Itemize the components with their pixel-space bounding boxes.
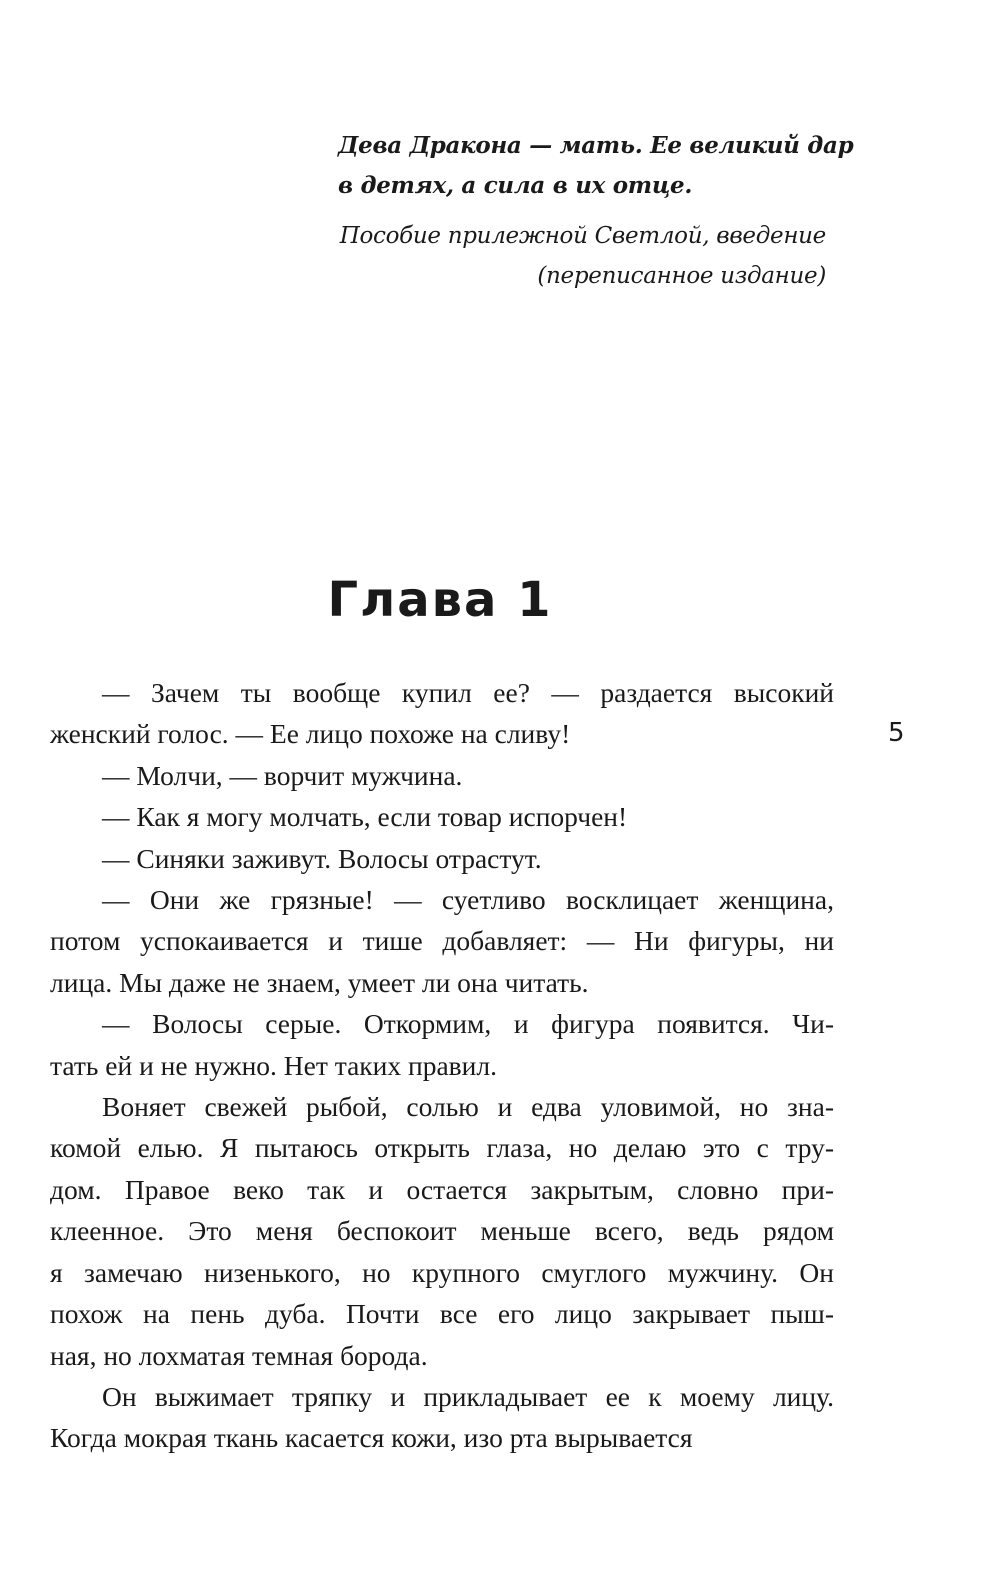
text-line: — Как я могу молчать, если товар испорчен! bbox=[102, 801, 628, 833]
epigraph-quote bbox=[338, 126, 854, 206]
epigraph-source-line: Пособие прилежной Светлой, введение bbox=[339, 223, 826, 249]
epigraph-quote-line: Дева Дракона — мать. Ее великий дар bbox=[338, 132, 854, 159]
text-line: — Синяки заживут. Волосы отрастут. bbox=[102, 842, 542, 874]
paragraph bbox=[50, 796, 834, 837]
paragraph bbox=[50, 672, 834, 755]
text-line: Воняет свежей рыбой, солью и едва уловимой, но зна- bbox=[102, 1091, 834, 1123]
text-line: потом успокаивается и тише добавляет: — Ни фигуры, ни bbox=[50, 925, 834, 957]
paragraph bbox=[50, 755, 834, 796]
epigraph-quote-line: в детях, а сила в их отце. bbox=[338, 172, 693, 199]
paragraph bbox=[50, 879, 834, 1003]
text-line: лица. Мы даже не знаем, умеет ли она читать. bbox=[50, 966, 589, 998]
text-line: женский голос. — Ее лицо похоже на сливу! bbox=[50, 718, 571, 750]
text-line: дом. Правое веко так и остается закрытым, словно при- bbox=[50, 1173, 834, 1205]
chapter-title: Глава 1 bbox=[327, 572, 553, 628]
text-line: Он выжимает тряпку и прикладывает ее к моему лицу. bbox=[102, 1380, 834, 1412]
page-number: 5 bbox=[888, 718, 905, 748]
paragraph bbox=[50, 1376, 834, 1459]
text-line: похож на пень дуба. Почти все его лицо закрывает пыш- bbox=[50, 1298, 834, 1330]
epigraph-source-line: (переписанное издание) bbox=[537, 263, 826, 289]
paragraph bbox=[50, 1086, 834, 1376]
epigraph bbox=[338, 126, 854, 296]
text-line: — Молчи, — ворчит мужчина. bbox=[102, 759, 463, 791]
text-line: комой елью. Я пытаюсь открыть глаза, но делаю это с тру- bbox=[50, 1132, 834, 1164]
text-line: — Зачем ты вообще купил ее? — раздается высокий bbox=[102, 677, 834, 708]
chapter-body bbox=[50, 672, 834, 1459]
text-line: я замечаю низенького, но крупного смуглого мужчину. Он bbox=[50, 1256, 834, 1288]
text-line: — Они же грязные! — суетливо восклицает женщина, bbox=[102, 884, 834, 916]
paragraph bbox=[50, 838, 834, 879]
text-line: тать ей и не нужно. Нет таких правил. bbox=[50, 1049, 497, 1081]
text-line: клеенное. Это меня беспокоит меньше всего, ведь рядом bbox=[50, 1215, 834, 1247]
paragraph bbox=[50, 1003, 834, 1086]
text-line: ная, но лохматая темная борода. bbox=[50, 1339, 428, 1371]
text-line: — Волосы серые. Откормим, и фигура появится. Чи- bbox=[102, 1008, 834, 1040]
text-line: Когда мокрая ткань касается кожи, изо рта вырывается bbox=[50, 1422, 693, 1454]
epigraph-source bbox=[338, 216, 838, 296]
